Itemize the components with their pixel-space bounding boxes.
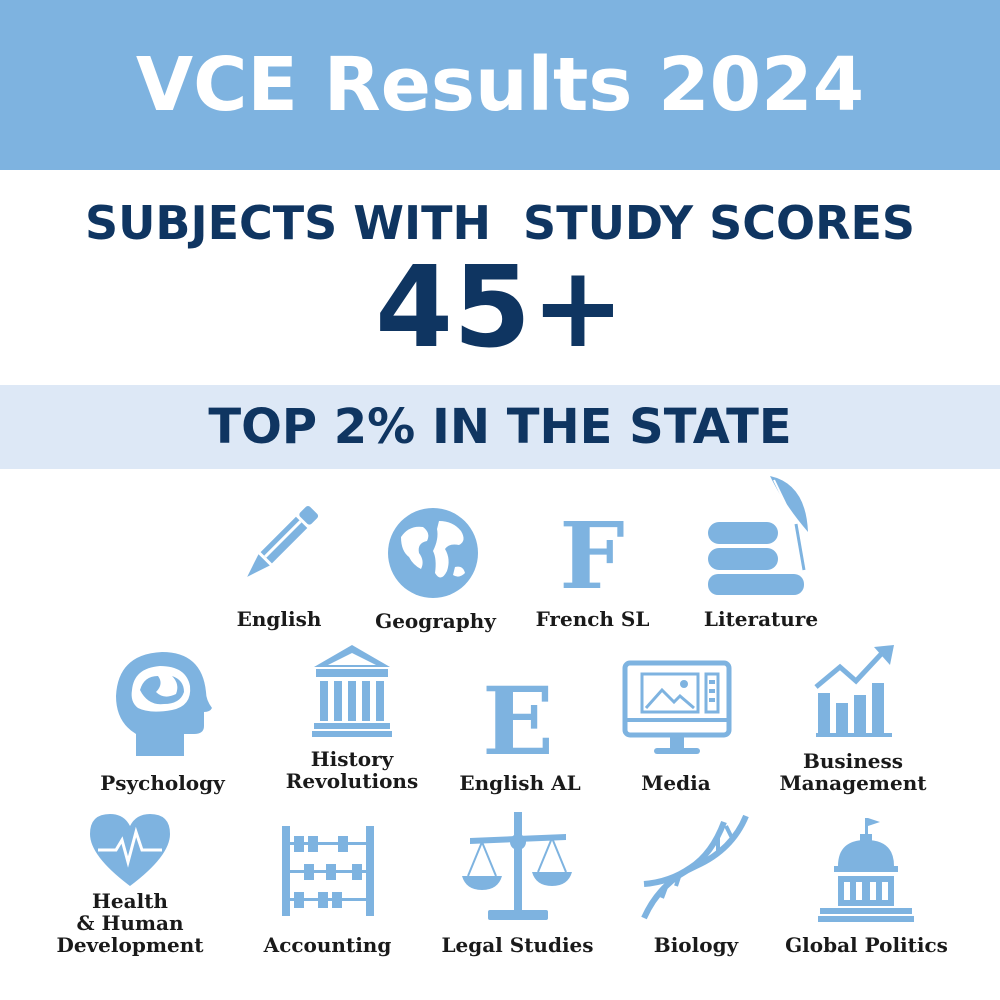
capitol-building-icon: [818, 818, 914, 922]
globe-icon: [387, 507, 479, 599]
subject-label-english: English: [236, 607, 322, 631]
books-quill-icon: [704, 474, 814, 596]
monitor-image-icon: [622, 660, 732, 758]
subject-label-health-1: Health: [92, 889, 168, 913]
subject-label-history-2: Revolutions: [285, 769, 419, 793]
subject-label-literature: Literature: [703, 607, 819, 631]
subject-label-accounting: Accounting: [263, 933, 392, 957]
highlight-band: [0, 385, 1000, 469]
score-number: 45+: [375, 243, 625, 373]
page-title: VCE Results 2024: [135, 42, 865, 128]
subject-label-health-3: Development: [56, 933, 204, 957]
subject-label-history-1: History: [310, 747, 394, 771]
pencil-icon: [232, 498, 326, 592]
growth-chart-icon: [814, 643, 896, 737]
subject-label-english-al: English AL: [459, 771, 581, 795]
letter-e-icon: [482, 667, 554, 777]
letter-f-icon: [559, 502, 625, 610]
subject-label-french-sl: French SL: [535, 607, 650, 631]
head-brain-icon: [114, 650, 212, 758]
abacus-icon: [280, 826, 376, 916]
subject-label-global-politics: Global Politics: [785, 933, 948, 957]
scales-icon: [462, 812, 574, 922]
subject-label-biology: Biology: [653, 933, 739, 957]
subject-label-business-1: Business: [802, 749, 904, 773]
svg-text:E: E: [482, 667, 554, 777]
subject-label-legal-studies: Legal Studies: [441, 933, 594, 957]
museum-building-icon: [312, 643, 392, 737]
subject-label-media: Media: [641, 771, 711, 795]
dna-icon: [640, 812, 750, 922]
subject-label-business-2: Management: [779, 771, 927, 795]
subject-label-geography: Geography: [375, 609, 496, 633]
band-text: TOP 2% IN THE STATE: [208, 399, 792, 455]
title-banner: [0, 0, 1000, 170]
subtitle: SUBJECTS WITH STUDY SCORES: [84, 196, 916, 250]
heart-pulse-icon: [86, 810, 174, 888]
svg-text:F: F: [559, 502, 625, 610]
subject-label-health-2: & Human: [76, 911, 184, 935]
subject-label-psychology: Psychology: [100, 771, 225, 795]
